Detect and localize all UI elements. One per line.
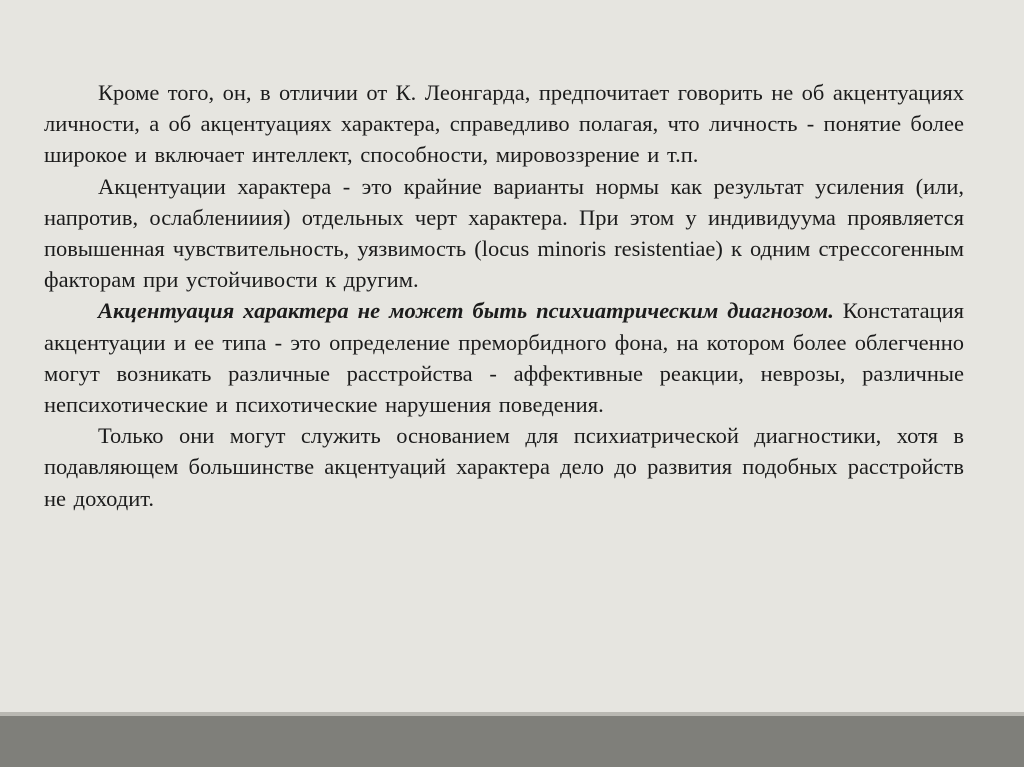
paragraph-2 xyxy=(44,171,964,296)
footer-bar xyxy=(0,716,1024,767)
paragraph-4 xyxy=(44,420,964,514)
slide-text-body xyxy=(44,77,964,514)
paragraph-3 xyxy=(44,295,964,420)
paragraph-1 xyxy=(44,77,964,171)
paragraph-3-text: Констатация акцентуации и ее типа - это определение преморбидного фона, на котором более облегченно могут возникать различные расстройства - аффективные реакции, неврозы, различные непсихотические и психотические нарушения поведения. xyxy=(44,298,965,418)
paragraph-3-emphasis: Акцентуация характера не может быть психиатрическим диагнозом. xyxy=(98,298,834,324)
paragraph-4-text: Только они могут служить основанием для психиатрической диагностики, хотя в подавляющем большинстве акцентуаций характера дело до развития подобных расстройств не доходит. xyxy=(44,423,964,511)
paragraph-2-text: Акцентуации характера - это крайние варианты нормы как результат усиления (или, напротив, ослабленииия) отдельных черт характера. При этом у индивидуума проявляется повышенная чувствительность, уязвимость (locus minoris resistentiae) к одним стрессогенным факторам при устойчивости к другим. xyxy=(44,173,964,293)
paragraph-1-text: Кроме того, он, в отличии от К. Леонгарда, предпочитает говорить не об акцентуациях личности, а об акцентуациях характера, справедливо полагая, что личность - понятие более широкое и включает интеллект, способности, мировоззрение и т.п. xyxy=(44,80,964,168)
